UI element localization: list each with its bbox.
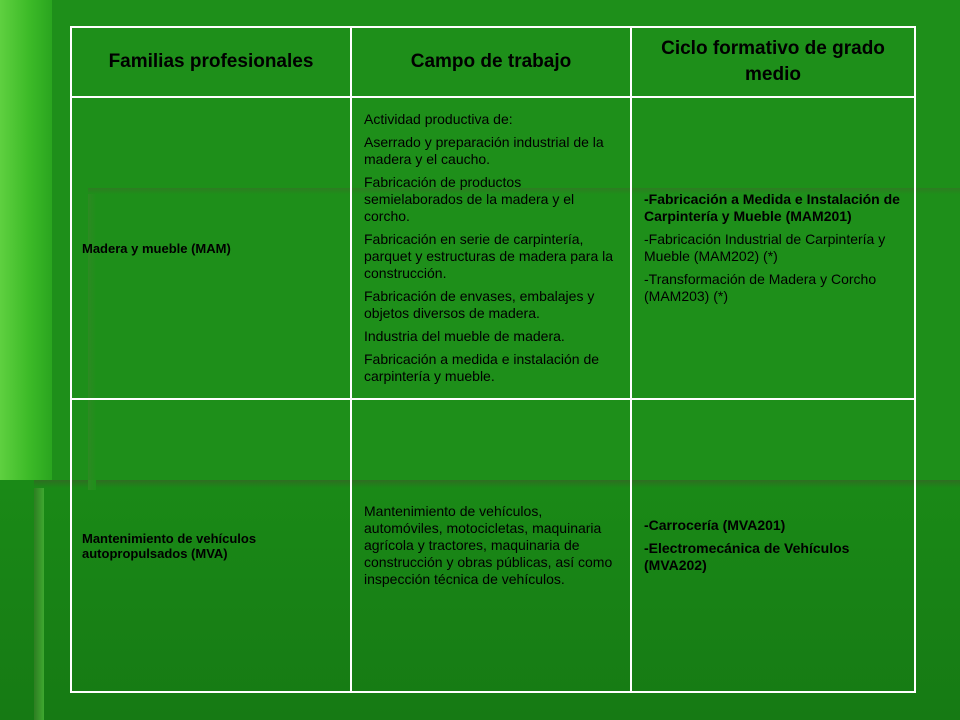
family-cell: Mantenimiento de vehículos autopropulsados (MVA) bbox=[71, 399, 351, 692]
field-item: Fabricación en serie de carpintería, parquet y estructuras de madera para la construcción. bbox=[364, 231, 614, 281]
cycle-item: -Transformación de Madera y Corcho (MAM203) (*) bbox=[644, 271, 877, 304]
field-item: Industria del mueble de madera. bbox=[364, 328, 565, 344]
field-cell bbox=[351, 399, 631, 692]
table-header-row bbox=[71, 27, 915, 97]
header-field: Campo de trabajo bbox=[351, 27, 631, 97]
cycle-item: -Electromecánica de Vehículos (MVA202) bbox=[644, 540, 850, 573]
header-cycle: Ciclo formativo de grado medio bbox=[631, 27, 915, 97]
field-item: Fabricación a medida e instalación de carpintería y mueble. bbox=[364, 351, 600, 384]
cycles-cell bbox=[631, 399, 915, 692]
field-cell bbox=[351, 97, 631, 399]
family-cell: Madera y mueble (MAM) bbox=[71, 97, 351, 399]
professional-families-table bbox=[70, 26, 916, 693]
cycle-item: -Fabricación a Medida e Instalación de Carpintería y Mueble (MAM201) bbox=[644, 191, 900, 224]
field-item: Fabricación de envases, embalajes y objetos diversos de madera. bbox=[364, 288, 595, 321]
field-item: Aserrado y preparación industrial de la madera y el caucho. bbox=[364, 134, 604, 167]
cycles-cell bbox=[631, 97, 915, 399]
header-families: Familias profesionales bbox=[71, 27, 351, 97]
table-row bbox=[71, 399, 915, 692]
field-item: Fabricación de productos semielaborados de la madera y el corcho. bbox=[364, 174, 575, 224]
background-shadow-vertical bbox=[34, 480, 44, 720]
field-item: Mantenimiento de vehículos, automóviles, motocicletas, maquinaria agrícola y tractores, maquinaria de construcción y obras públicas, así como inspección técnica de vehículos. bbox=[364, 503, 613, 587]
cycle-item: -Fabricación Industrial de Carpintería y Mueble (MAM202) (*) bbox=[644, 231, 886, 264]
cycle-item: -Carrocería (MVA201) bbox=[644, 517, 786, 533]
field-item: Actividad productiva de: bbox=[364, 111, 513, 127]
table-row bbox=[71, 97, 915, 399]
